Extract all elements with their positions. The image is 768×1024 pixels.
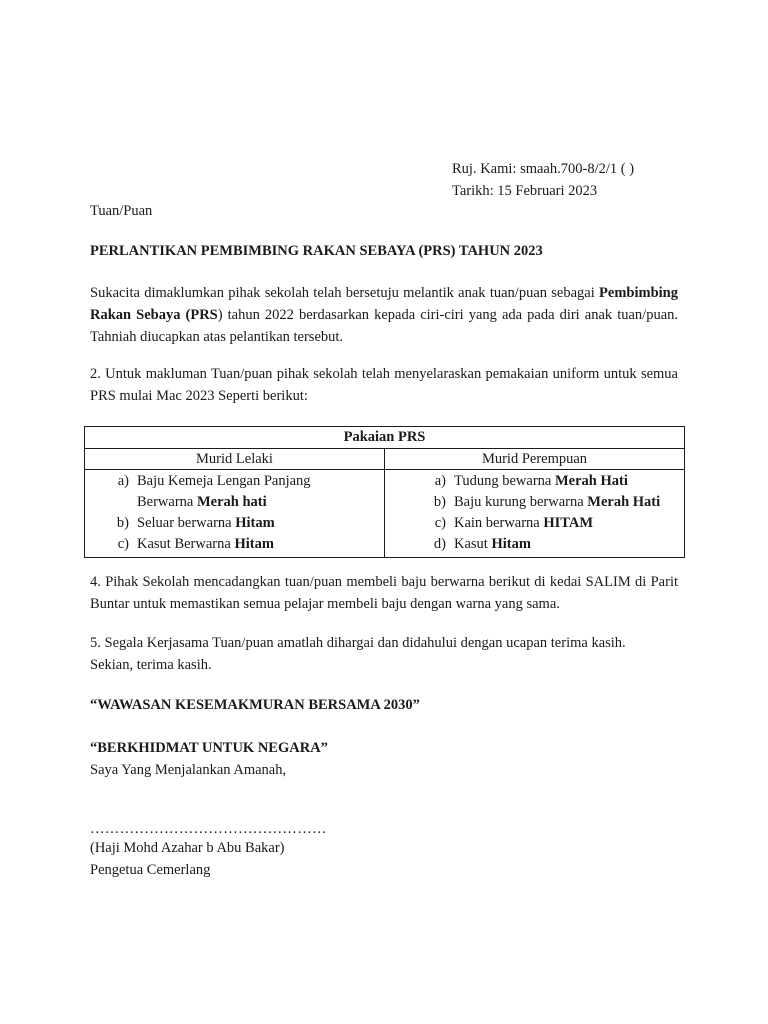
female-item-colour: HITAM bbox=[543, 515, 594, 531]
male-item-marker bbox=[85, 492, 137, 513]
male-item-plain: Baju Kemeja Lengan Panjang bbox=[137, 473, 311, 489]
female-item-text bbox=[454, 471, 684, 492]
uniform-table bbox=[84, 426, 685, 558]
motto-berkhidmat: “BERKHIDMAT UNTUK NEGARA” bbox=[90, 740, 328, 756]
female-item-plain: Tudung bewarna bbox=[454, 473, 555, 489]
paragraph-thanks bbox=[90, 632, 678, 676]
male-item bbox=[85, 513, 384, 534]
male-item-marker: b) bbox=[116, 515, 129, 531]
female-item bbox=[385, 471, 684, 492]
letter-title: PERLANTIKAN PEMBIMBING RAKAN SEBAYA (PRS) TAHUN 2023 bbox=[90, 243, 543, 259]
paragraph-appointment-bold: Pembimbing Rakan Sebaya (PRS bbox=[90, 285, 678, 323]
female-item-plain: Kasut bbox=[454, 536, 492, 552]
paragraph-appointment-text-a: Sukacita dimaklumkan pihak sekolah telah bersetuju melantik anak tuan/puan sebagai bbox=[90, 285, 600, 301]
male-item bbox=[85, 492, 384, 513]
thanks-line: 5. Segala Kerjasama Tuan/puan amatlah dihargai dan didahului dengan ucapan terima kasih. bbox=[90, 635, 626, 651]
signer-position: Pengetua Cemerlang bbox=[90, 862, 211, 878]
female-item-marker: b) bbox=[433, 494, 446, 510]
column-header-female: Murid Perempuan bbox=[385, 449, 685, 470]
column-header-male: Murid Lelaki bbox=[85, 449, 385, 470]
sekian-line: Sekian, terima kasih. bbox=[90, 657, 212, 673]
male-item-colour: Hitam bbox=[235, 515, 275, 531]
female-item-plain: Kain berwarna bbox=[454, 515, 544, 531]
male-item-plain: Berwarna bbox=[137, 494, 197, 510]
female-item-marker: d) bbox=[433, 536, 446, 552]
paragraph-uniform: 2. Untuk makluman Tuan/puan pihak sekolah telah menyelaraskan pemakaian uniform untuk semua PRS mulai Mac 2023 Seperti berikut: bbox=[90, 366, 678, 404]
letter-date: Tarikh: 15 Februari 2023 bbox=[452, 183, 598, 199]
male-item bbox=[85, 471, 384, 492]
female-item bbox=[385, 513, 684, 534]
male-item-plain: Seluar berwarna bbox=[137, 515, 236, 531]
reference-number: Ruj. Kami: smaah.700-8/2/1 ( ) bbox=[452, 161, 635, 177]
female-item-text bbox=[454, 513, 684, 534]
female-item bbox=[385, 492, 684, 513]
female-item-marker: a) bbox=[434, 473, 446, 489]
salutation: Tuan/Puan bbox=[90, 203, 153, 219]
male-item-text bbox=[137, 513, 384, 534]
female-item bbox=[385, 534, 684, 555]
reference-block bbox=[452, 158, 634, 202]
male-item bbox=[85, 534, 384, 555]
female-item-marker: c) bbox=[434, 515, 446, 531]
male-item-colour: Hitam bbox=[234, 536, 274, 552]
paragraph-shop: 4. Pihak Sekolah mencadangkan tuan/puan membeli baju berwarna berikut di kedai SALIM di Parit Buntar untuk memastikan semua pelajar membeli baju dengan warna yang sama. bbox=[90, 574, 678, 612]
male-items-list bbox=[85, 470, 384, 557]
male-item-plain: Kasut Berwarna bbox=[137, 536, 235, 552]
male-item-colour: Merah hati bbox=[196, 494, 267, 510]
paragraph-appointment-text-c: ) tahun 2022 berdasarkan kepada ciri-ciri yang ada pada diri anak tuan/puan. Tahniah diucapkan atas pelantikan tersebut. bbox=[90, 307, 679, 345]
male-item-text bbox=[137, 471, 384, 492]
female-item-colour: Hitam bbox=[491, 536, 531, 552]
female-item-text bbox=[454, 492, 684, 513]
signer-name: (Haji Mohd Azahar b Abu Bakar) bbox=[90, 840, 285, 856]
signature-line: ………………………………………… bbox=[90, 821, 327, 837]
uniform-table-title: Pakaian PRS bbox=[85, 427, 685, 449]
female-item-colour: Merah Hati bbox=[554, 473, 628, 489]
closing-line: Saya Yang Menjalankan Amanah, bbox=[90, 762, 287, 778]
male-item-text bbox=[137, 534, 384, 555]
male-items-cell bbox=[85, 470, 385, 558]
female-item-colour: Merah Hati bbox=[587, 494, 661, 510]
female-item-plain: Baju kurung berwarna bbox=[454, 494, 588, 510]
male-item-marker: a) bbox=[117, 473, 129, 489]
male-item-marker: c) bbox=[117, 536, 129, 552]
female-items-cell bbox=[385, 470, 685, 558]
female-items-list bbox=[385, 470, 684, 557]
paragraph-appointment bbox=[90, 282, 678, 348]
male-item-text bbox=[137, 492, 384, 513]
female-item-text bbox=[454, 534, 684, 555]
motto-wawasan: “WAWASAN KESEMAKMURAN BERSAMA 2030” bbox=[90, 697, 420, 713]
